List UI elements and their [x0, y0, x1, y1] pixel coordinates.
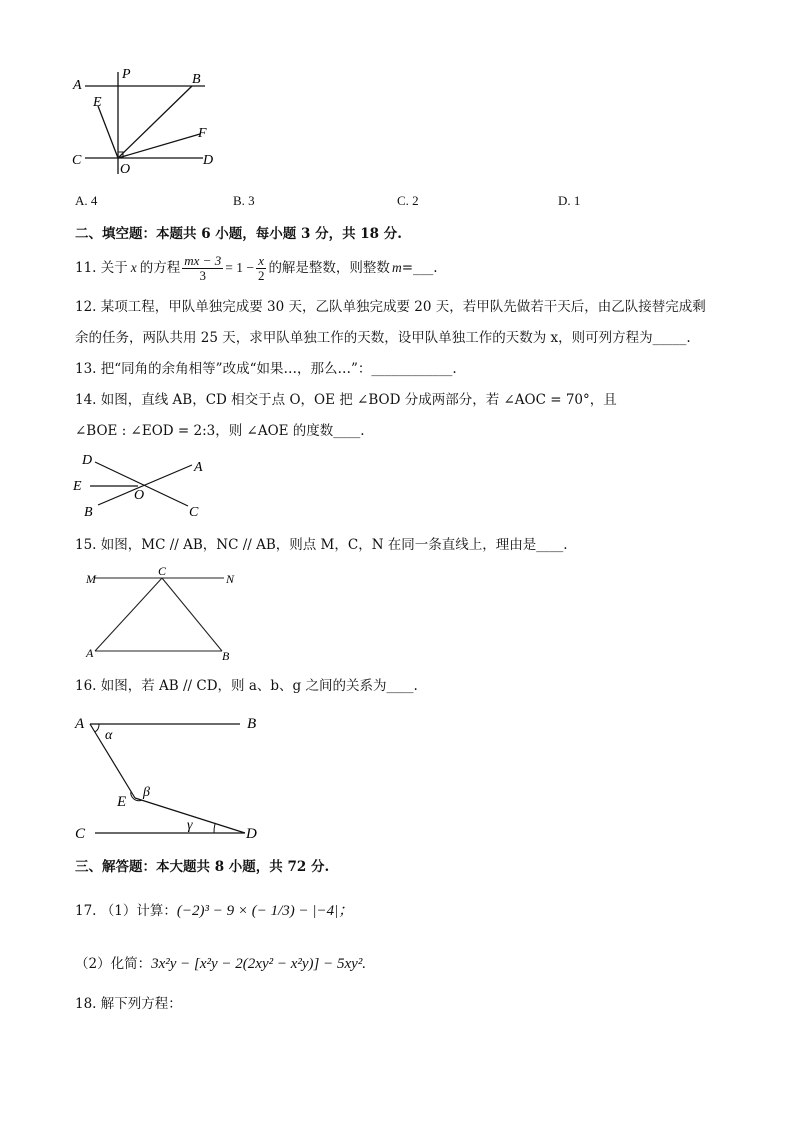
label-c: C	[75, 826, 86, 842]
label-beta: β	[143, 785, 150, 800]
label-o: O	[120, 162, 131, 177]
question-12-line2: 余的任务，两队共用 25 天，求甲队单独工作的天数，设甲队单独工作的天数为 x，则可列方程为_____.	[75, 330, 691, 346]
label-c: C	[189, 505, 199, 520]
figure-q10	[70, 66, 220, 181]
figure-q14	[70, 450, 215, 522]
question-15: 15. 如图，MC // AB，NC // AB，则点 M，C，N 在同一条直线上，理由是____.	[75, 537, 568, 553]
option-b: B. 3	[233, 193, 255, 208]
option-d: D. 1	[558, 193, 581, 208]
label-b: B	[84, 505, 93, 520]
label-a: A	[73, 78, 82, 93]
label-a: A	[75, 716, 85, 732]
label-e: E	[117, 794, 127, 810]
label-o: O	[134, 488, 145, 503]
question-14-line1: 14. 如图，直线 AB，CD 相交于点 O，OE 把 ∠BOD 分成两部分，若 ∠AOC = 70°，且	[75, 392, 617, 408]
question-18: 18. 解下列方程：	[75, 996, 182, 1012]
label-b: B	[222, 649, 230, 663]
label-a: A	[194, 460, 203, 475]
fraction-1: $\frac{mx - 3}{3}$	[184, 252, 222, 283]
figure-q16	[70, 708, 270, 844]
label-c: C	[72, 153, 82, 168]
label-d: D	[82, 453, 93, 468]
label-f: F	[198, 126, 207, 141]
fraction-2: $\frac{x}{2}$	[257, 252, 265, 283]
figure-q15	[72, 564, 262, 664]
question-17-part1: 17. （1）计算：(−2)³ − 9 × (− 1/3) − |−4|；	[75, 903, 354, 919]
question-11: 11. 关于 x 的方程 $\frac{mx - 3}{3}$ = 1 − $\frac{x}{2}$ 的解是整数，则整数 m =___.	[75, 252, 438, 283]
label-d: D	[246, 826, 257, 842]
label-gamma: γ	[187, 818, 193, 833]
label-d: D	[203, 153, 214, 168]
label-b: B	[247, 716, 257, 732]
label-m: M	[86, 572, 96, 586]
option-a: A. 4	[75, 193, 98, 208]
label-e: E	[73, 479, 82, 494]
label-alpha: α	[105, 728, 113, 743]
label-n: N	[226, 572, 235, 586]
label-a: A	[86, 646, 94, 660]
question-13: 13. 把“同角的余角相等”改成“如果…，那么…”：____________.	[75, 361, 457, 377]
label-c: C	[158, 564, 167, 578]
question-16: 16. 如图，若 AB // CD，则 a、b、g 之间的关系为____.	[75, 678, 418, 694]
option-c: C. 2	[397, 193, 419, 208]
section3-heading: 三、解答题：本大题共 8 小题，共 72 分.	[75, 859, 330, 875]
question-12-line1: 12. 某项工程，甲队单独完成要 30 天，乙队单独完成要 20 天，若甲队先做若干天后，由乙队接替完成剩	[75, 299, 706, 315]
question-14-line2: ∠BOE : ∠EOD = 2:3，则 ∠AOE 的度数____.	[75, 423, 365, 439]
label-b: B	[192, 72, 201, 87]
section2-heading: 二、填空题：本题共 6 小题，每小题 3 分，共 18 分.	[75, 226, 402, 242]
label-e: E	[93, 95, 102, 110]
question-17-part2: （2）化简：3x²y − [x²y − 2(2xy² − x²y)] − 5xy².	[75, 956, 367, 972]
label-p: P	[122, 67, 131, 82]
